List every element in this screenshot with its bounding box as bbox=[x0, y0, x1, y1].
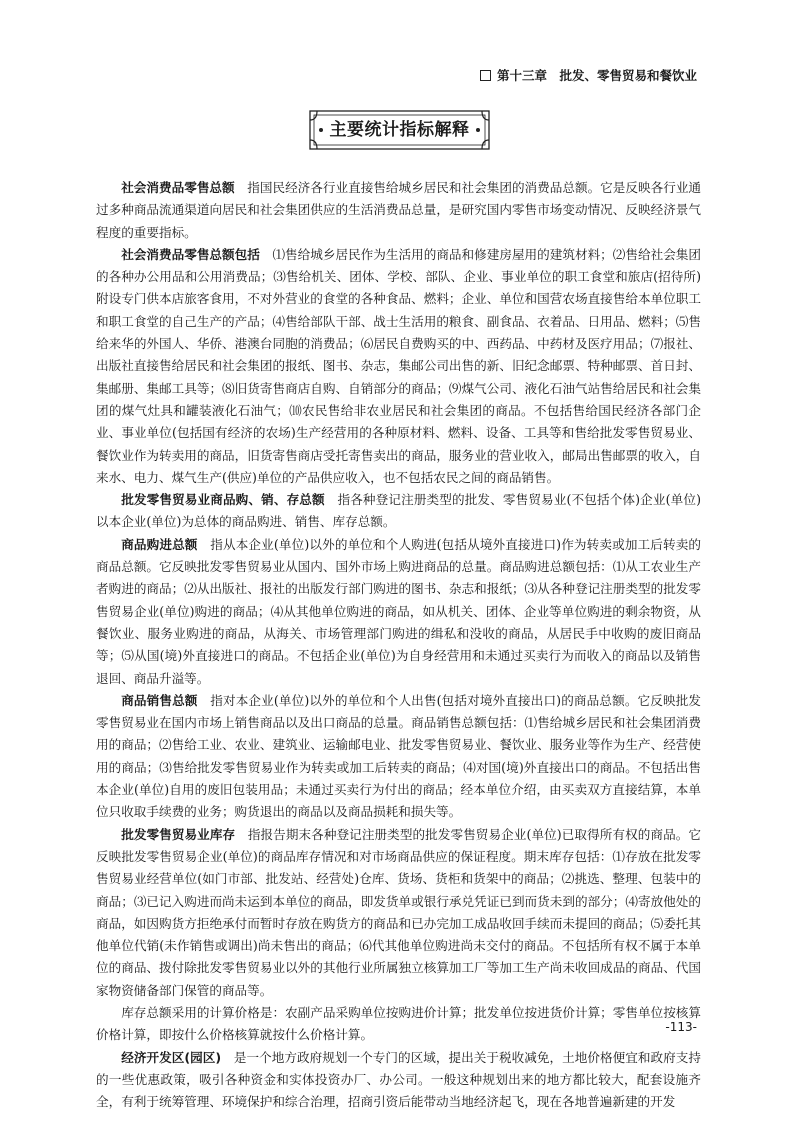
chapter-label: 第十三章 批发、零售贸易和餐饮业 bbox=[496, 68, 697, 83]
paragraph-purchases bbox=[96, 534, 701, 690]
term-heading: 社会消费品零售总额 bbox=[121, 180, 235, 195]
term-heading: 商品购进总额 bbox=[121, 536, 198, 552]
paragraph-inventory-pricing bbox=[96, 1002, 701, 1047]
term-definition: 是一个地方政府规划一个专门的区域，提出关于税收减免，土地价格便宜和政府支持的一些优惠政策，吸引各种资金和实体投资办厂、办公司。一般这种规划出来的地方都比较大，配套设施齐全，有利于统筹管理、环境保护和综合治理，招商引资后能带动当地经济起飞，现在各地普遍新建的开发 bbox=[96, 1049, 702, 1110]
paragraph-purchase-sales-inventory bbox=[96, 489, 701, 534]
term-definition: ⑴售给城乡居民作为生活用的商品和修建房屋用的建筑材料；⑵售给社会集团的各种办公用品和公用消费品；⑶售给机关、团体、学校、部队、企业、事业单位的职工食堂和旅店(招待所)附设专门供本店旅客食用，不对外营业的食堂的各种食品、燃料；企业、单位和国营农场直接售给本单位职工和职工食堂的自己生产的产品；⑷售给部队干部、战士生活用的粮食、副食品、衣着品、日用品、燃料；⑸售给来华的外国人、华侨、港澳台同胞的消费品；⑹居民自费购买的中、西药品、中药材及医疗用品；⑺报社、出版社直接售给居民和社会集团的报纸、图书、杂志，集邮公司出售的新、旧纪念邮票、特种邮票、首日封、集邮册、集邮工具等；⑻旧货寄售商店自购、自销部分的商品；⑼煤气公司、液化石油气站售给居民和社会集团的煤气灶具和罐装液化石油气；⑽农民售给非农业居民和社会集团的商品。不包括售给国民经济各部门企业、事业单位(包括国有经济的农场)生产经营用的各种原材料、燃料、设备、工具等和售给批发零售贸易业、餐饮业作为转卖用的商品，旧货寄售商店受托寄售卖出的商品，服务业的营业收入，邮局出售邮票的收入，自来水、电力、煤气生产(供应)单位的产品供应收入，也不包括农民之间的商品销售。 bbox=[96, 246, 702, 485]
paragraph-development-zone bbox=[96, 1047, 701, 1114]
term-definition: 指从本企业(单位)以外的单位和个人购进(包括从境外直接进口)作为转卖或加工后转卖的商品总额。它反映批发零售贸易业从国内、国外市场上购进商品的总量。商品购进总额包括：⑴从工农业生产者购进的商品；⑵从出版社、报社的出版发行部门购进的图书、杂志和报纸；⑶从各种登记注册类型的批发零售贸易企业(单位)购进的商品；⑷从其他单位购进的商品，如从机关、团体、企业等单位购进的剩余物资，从餐饮业、服务业购进的商品，从海关、市场管理部门购进的缉私和没收的商品，从居民手中收购的废旧商品等；⑸从国(境)外直接进口的商品。不包括企业(单位)为自身经营用和未通过买卖行为而收入的商品以及销售退回、商品升溢等。 bbox=[96, 536, 702, 686]
term-heading: 社会消费品零售总额包括 bbox=[121, 246, 260, 262]
term-definition: 指国民经济各行业直接售给城乡居民和社会集团的消费品总额。它是反映各行业通过多种商品流通渠道向居民和社会集团供应的生活消费品总量，是研究国内零售市场变动情况、反映经济景气程度的重要指标。 bbox=[96, 180, 702, 240]
term-definition: 指各种登记注册类型的批发、零售贸易业(不包括个体)企业(单位)以本企业(单位)为总体的商品购进、销售、库存总额。 bbox=[96, 492, 702, 530]
paragraph-retail-sales bbox=[96, 177, 701, 244]
body-text bbox=[96, 177, 701, 1113]
term-definition: 库存总额采用的计算价格是：农副产品采购单位按购进价计算；批发单位按进货价计算；零售单位按核算价格计算，即按什么价格核算就按什么价格计算。 bbox=[96, 1004, 701, 1043]
page-number: -113- bbox=[665, 1020, 697, 1034]
term-heading: 商品销售总额 bbox=[121, 692, 198, 708]
paragraph-sales bbox=[96, 690, 701, 824]
term-definition: 指报告期末各种登记注册类型的批发零售贸易企业(单位)已取得所有权的商品。它反映批发零售贸易企业(单位)的商品库存情况和对市场商品供应的保证程度。期末库存包括：⑴存放在批发零售贸易业经营单位(如门市部、批发站、经营处)仓库、货场、货柜和货架中的商品；⑵挑选、整理、包装中的商品；⑶已记入购进而尚未运到本单位的商品，即发货单或银行承兑凭证已到而货未到的部分；⑷寄放他处的商品，如因购货方拒绝承付而暂时存放在购货方的商品和已办完加工成品收回手续而未提回的商品；⑸委托其他单位代销(未作销售或调出)尚未售出的商品；⑹代其他单位购进尚未交付的商品。不包括所有权不属于本单位的商品、拨付除批发零售贸易业以外的其他行业所属独立核算加工厂等加工生产尚未收回成品的商品、代国家物资储备部门保管的商品等。 bbox=[96, 826, 702, 998]
paragraph-retail-sales-includes bbox=[96, 244, 701, 489]
square-bullet-icon bbox=[480, 70, 491, 81]
running-header bbox=[480, 66, 697, 84]
term-heading: 批发零售贸易业商品购、销、存总额 bbox=[121, 492, 325, 508]
term-heading: 经济开发区(园区) bbox=[121, 1049, 222, 1065]
section-title-frame bbox=[307, 108, 492, 152]
paragraph-inventory bbox=[96, 824, 701, 1002]
term-heading: 批发零售贸易业库存 bbox=[121, 826, 236, 842]
section-title: 主要统计指标解释 bbox=[329, 120, 470, 140]
term-definition: 指对本企业(单位)以外的单位和个人出售(包括对境外直接出口)的商品总额。它反映批发零售贸易业在国内市场上销售商品以及出口商品的总量。商品销售总额包括：⑴售给城乡居民和社会集团消费用的商品；⑵售给工业、农业、建筑业、运输邮电业、批发零售贸易业、餐饮业、服务业等作为生产、经营使用的商品；⑶售给批发零售贸易业作为转卖或加工后转卖的商品；⑷对国(境)外直接出口的商品。不包括出售本企业(单位)自用的废旧包装用品；未通过买卖行为付出的商品；经本单位介绍，由买卖双方直接结算，本单位只收取手续费的业务；购货退出的商品以及商品损耗和损失等。 bbox=[96, 692, 702, 820]
